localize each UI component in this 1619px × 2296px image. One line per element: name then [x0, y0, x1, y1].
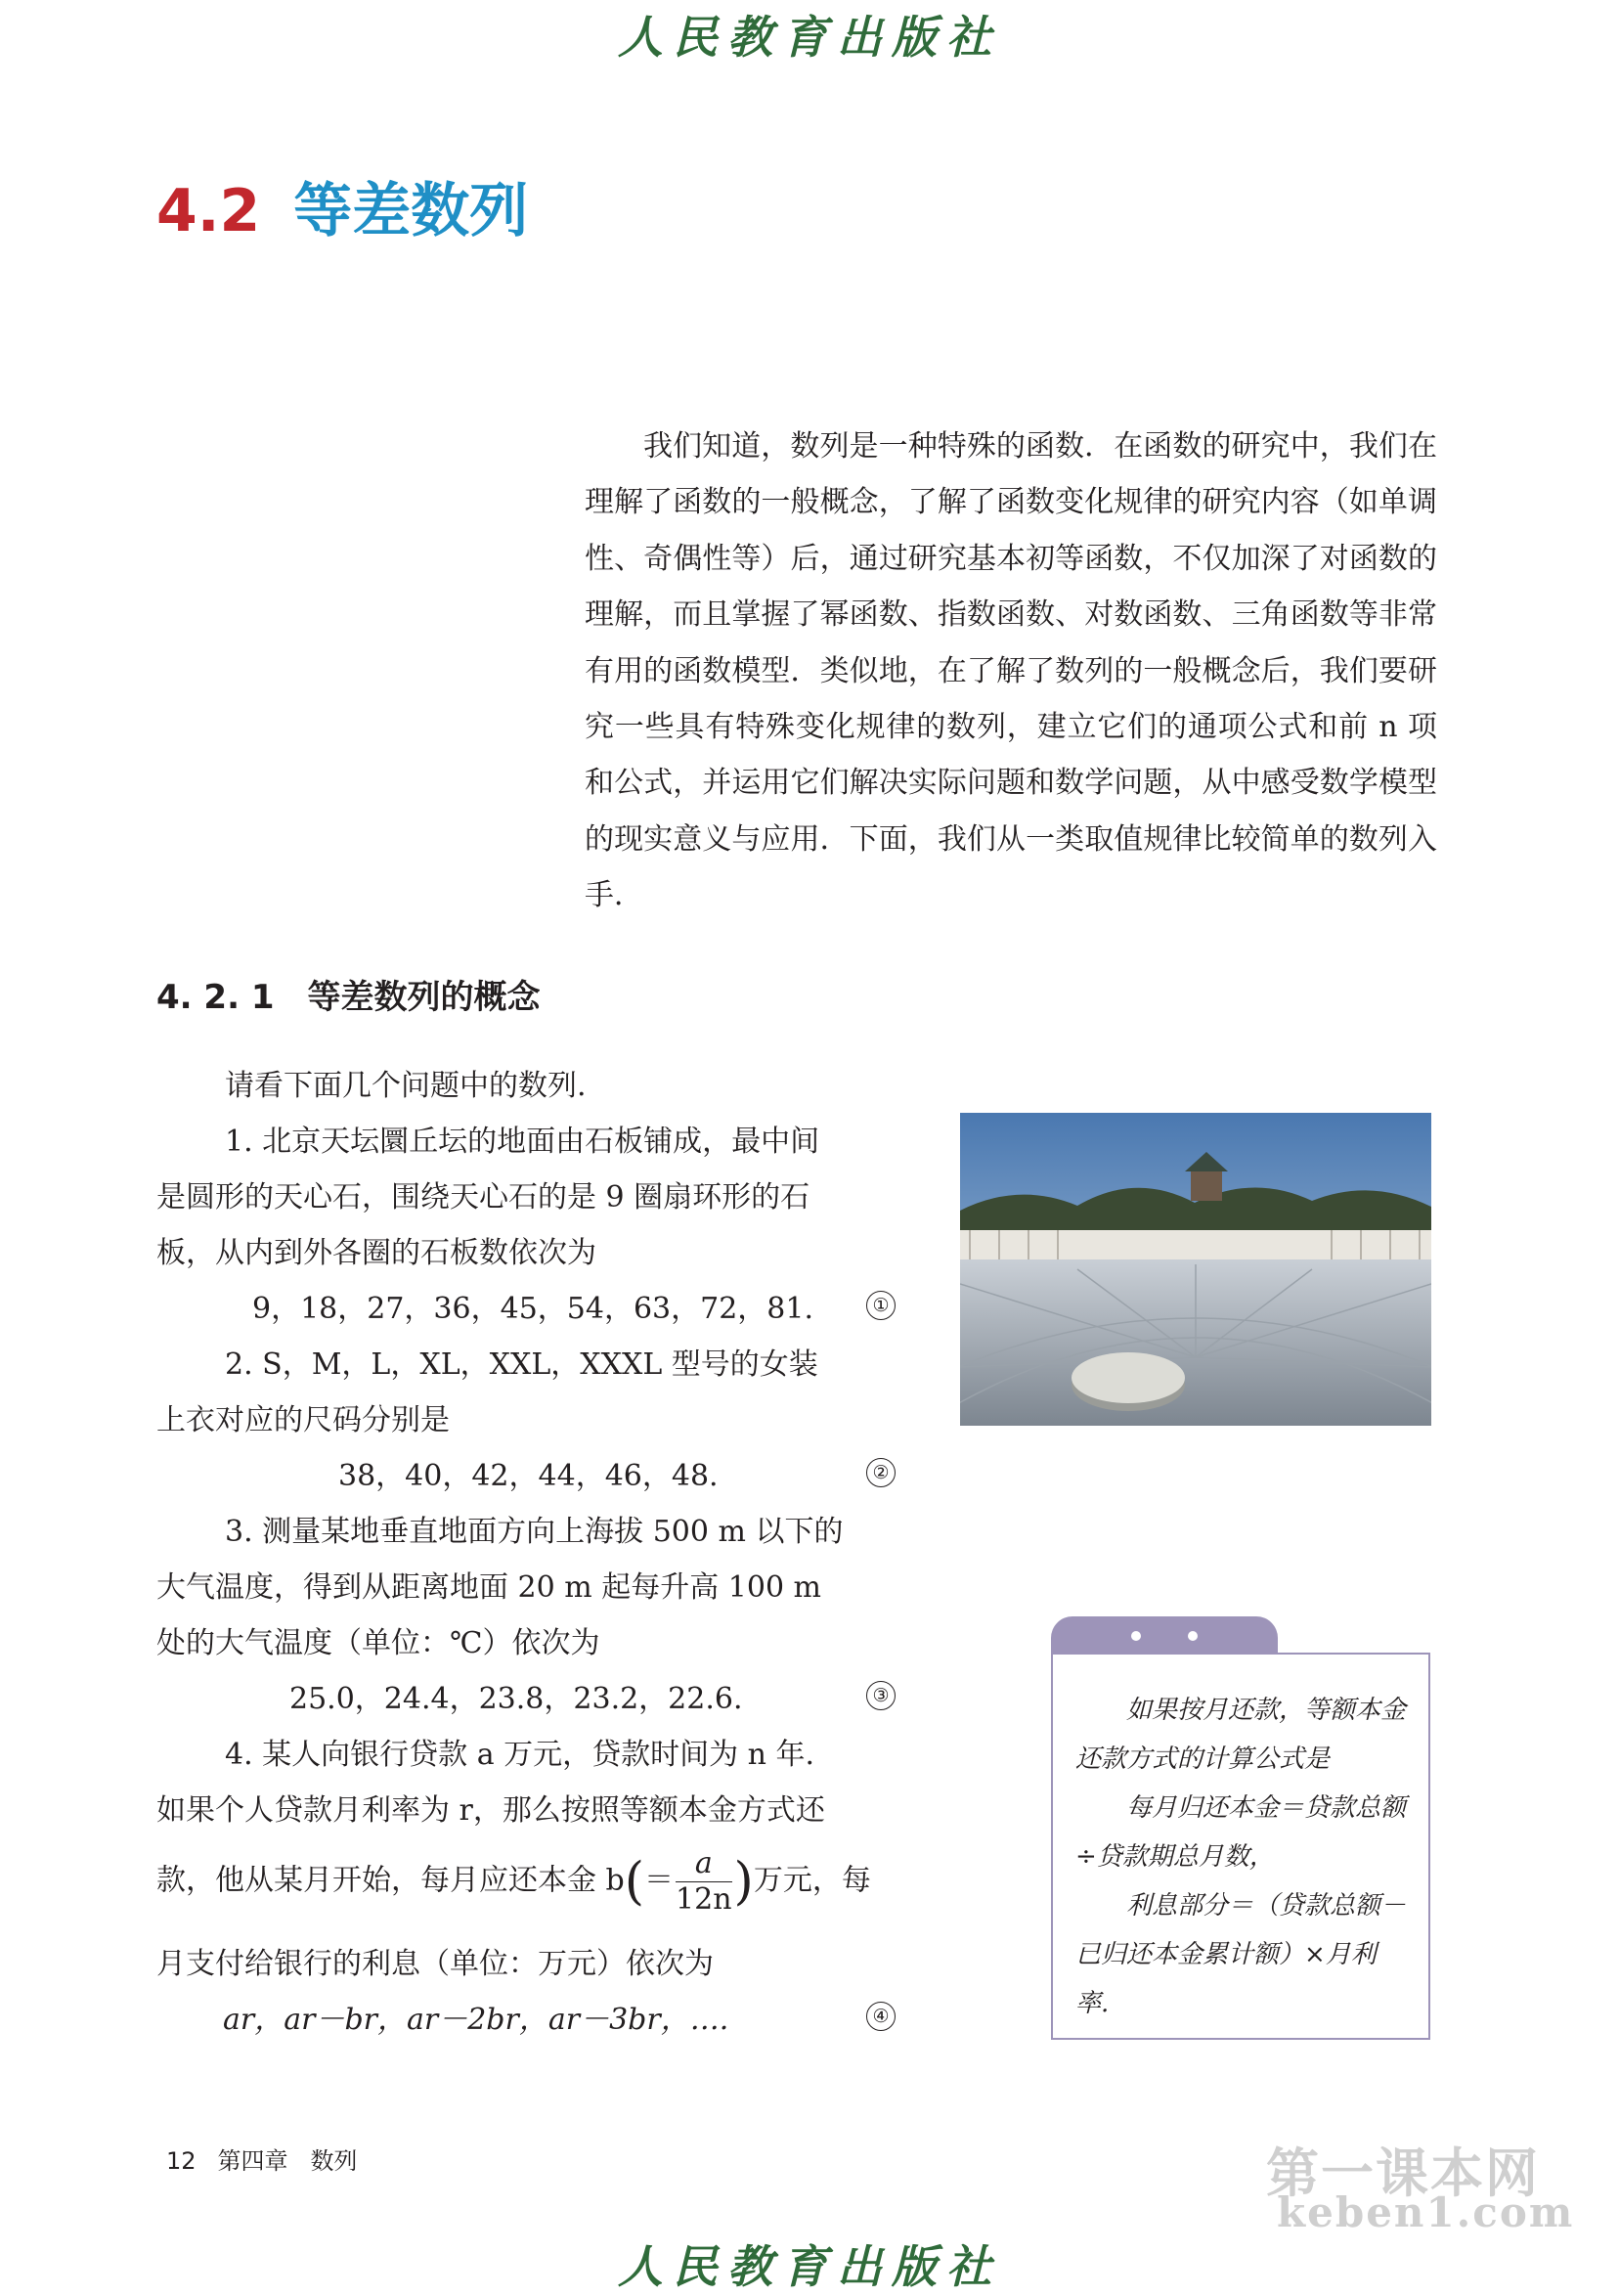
altar-photo-image	[960, 1113, 1431, 1426]
fraction	[676, 1846, 732, 1918]
side-note-text	[1075, 1686, 1408, 2028]
problem-4-text: 款，他从某月开始，每月应还本金 b	[156, 1863, 625, 1898]
chapter-number: 第四章	[217, 2147, 288, 2175]
problem-4-line: 如果个人贷款月利率为 r，那么按照等额本金方式还	[156, 1793, 825, 1828]
problem-1-line: 板，从内到外各圈的石板数依次为	[156, 1236, 596, 1270]
problem-4-text: 万元，每	[753, 1863, 871, 1898]
equation-mark-4: ④	[866, 2002, 896, 2031]
side-note-paragraph: 利息部分＝（贷款总额－已归还本金累计额）×月利率.	[1075, 1891, 1407, 2018]
problem-1-line: 是圆形的天心石，围绕天心石的是 9 圈扇环形的石	[156, 1180, 810, 1214]
side-note-paragraph: 如果按月还款，等额本金还款方式的计算公式是	[1075, 1696, 1407, 1774]
lead-text: 请看下面几个问题中的数列.	[225, 1069, 587, 1103]
intro-text: 我们知道，数列是一种特殊的函数．在函数的研究中，我们在理解了函数的一般概念，了解了函数变化规律的研究内容（如单调性、奇偶性等）后，通过研究基本初等函数，不仅加深了对函数的理解，而且掌握了幂函数、指数函数、对数函数、三角函数等非常有用的函数模型．类似地，在了解了数列的一般概念后，我们要研究一些具有特殊变化规律的数列，建立它们的通项公式和前 n 项和公式，并运用它们解决实际问题和数学问题，从中感受数学模型的现实意义与应用．下面，我们从一类取值规律比较简单的数列入手．	[585, 429, 1437, 913]
page-number: 12	[166, 2147, 197, 2175]
section-title	[156, 164, 528, 248]
publisher-header: 人民教育出版社	[618, 11, 1001, 64]
problem-3-line: 大气温度，得到从距离地面 20 m 起每升高 100 m	[156, 1570, 822, 1605]
sequence-2: 38，40，42，44，46，48.	[338, 1459, 719, 1493]
fraction-numerator: a	[676, 1846, 732, 1882]
subsection-title-text: 等差数列的概念	[307, 978, 541, 1017]
tab-dot	[1131, 1631, 1141, 1641]
page-footer	[166, 2141, 357, 2176]
intro-paragraph	[585, 419, 1437, 924]
equation-mark-3: ③	[866, 1681, 896, 1710]
equation-mark-2: ②	[866, 1458, 896, 1487]
chapter-title: 数列	[310, 2147, 358, 2175]
watermark-text: 第一课本网	[1266, 2142, 1540, 2204]
watermark-url: keben1.com	[1277, 2188, 1575, 2236]
problem-3-line: 处的大气温度（单位：℃）依次为	[156, 1626, 600, 1660]
problem-4-line: 月支付给银行的利息（单位：万元）依次为	[156, 1947, 714, 1981]
problem-4-formula-line: 款，他从某月开始，每月应还本金 b(＝ $\frac{a}{12n}$ )万元，每	[156, 1846, 871, 1917]
side-note-paragraph: 每月归还本金＝贷款总额÷贷款期总月数，	[1075, 1793, 1407, 1872]
problem-4-line: 4. 某人向银行贷款 a 万元，贷款时间为 n 年.	[225, 1738, 815, 1772]
subsection-number: 4. 2. 1	[156, 978, 275, 1017]
fraction-denominator: 12n	[676, 1882, 732, 1917]
side-note-tab	[1051, 1616, 1278, 1655]
equation-mark-1: ①	[866, 1291, 896, 1320]
altar-photo	[960, 1113, 1431, 1426]
problem-2-line: 上衣对应的尺码分别是	[156, 1403, 450, 1437]
sequence-3: 25.0，24.4，23.8，23.2，22.6.	[289, 1682, 743, 1716]
sequence-4: ar，ar－br，ar－2br，ar－3br，….	[223, 2003, 729, 2037]
sequence-1: 9，18，27，36，45，54，63，72，81.	[252, 1292, 814, 1326]
section-number: 4.2	[156, 177, 261, 245]
problem-1-line: 1. 北京天坛圜丘坛的地面由石板铺成，最中间	[225, 1125, 820, 1159]
problem-3-line: 3. 测量某地垂直地面方向上海拔 500 m 以下的	[225, 1515, 844, 1549]
tab-dot	[1188, 1631, 1198, 1641]
subsection-title	[156, 970, 540, 1018]
publisher-footer: 人民教育出版社	[618, 2240, 1001, 2293]
problem-2-line: 2. S，M，L，XL，XXL，XXXL 型号的女装	[225, 1347, 818, 1382]
section-title-text: 等差数列	[293, 177, 529, 245]
